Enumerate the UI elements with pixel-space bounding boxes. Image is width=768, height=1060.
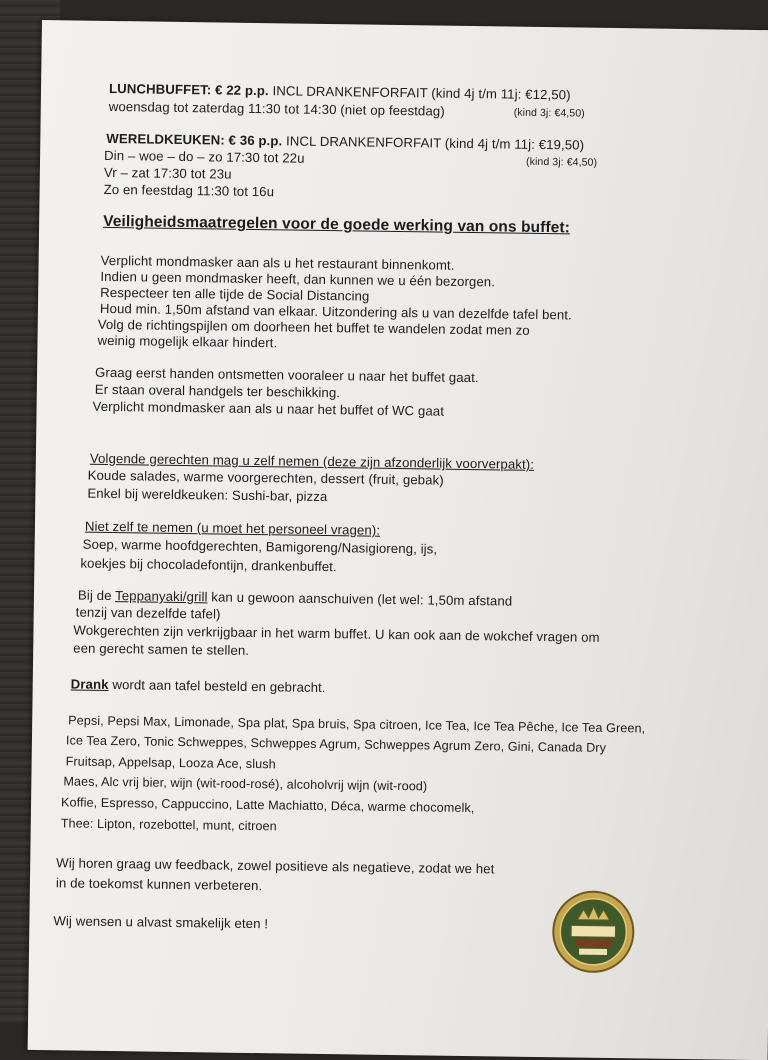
lunch-kid-price: (kind 3j: €4,50) bbox=[513, 106, 585, 120]
wereld-title: WERELDKEUKEN: € 36 p.p. bbox=[106, 130, 283, 149]
drinks-line: Koffie, Espresso, Cappuccino, Latte Machiatto, Déca, warme chocomelk, bbox=[60, 795, 475, 816]
drinks-line: Fruitsap, Appelsap, Looza Ace, slush bbox=[65, 754, 276, 772]
feedback-line: Wij horen graag uw feedback, zowel positieve als negatieve, zodat we het bbox=[56, 855, 495, 877]
grill-name: Teppanyaki/grill bbox=[114, 588, 208, 605]
safety-line: Houd min. 1,50m afstand van elkaar. Uitzondering als u van dezelfde tafel bent. bbox=[99, 300, 572, 323]
drinks-line: Thee: Lipton, rozebottel, munt, citroen bbox=[60, 816, 277, 834]
wok-line-2: een gerecht samen te stellen. bbox=[73, 640, 250, 658]
safety-line: Verplicht mondmasker aan als u het restaurant binnenkomt. bbox=[100, 252, 455, 273]
grill-prefix: Bij de bbox=[77, 587, 116, 604]
staff-serve-line: koekjes bij chocoladefontijn, drankenbuffet. bbox=[80, 555, 337, 575]
safety-line: Volg de richtingspijlen om doorheen het buffet te wandelen zodat men zo bbox=[97, 316, 530, 338]
drinks-line: Pepsi, Pepsi Max, Limonade, Spa plat, Spa bruis, Spa citroen, Ice Tea, Ice Tea Pêche, Ice Tea Green, bbox=[68, 713, 646, 736]
hygiene-line: Er staan overal handgels ter beschikking. bbox=[94, 381, 341, 401]
staff-serve-line: Soep, warme hoofdgerechten, Bamigoreng/Nasigioreng, ijs, bbox=[82, 536, 438, 557]
grill-rest: kan u gewoon aanschuiven (let wel: 1,50m afstand bbox=[207, 589, 513, 609]
lunch-title: LUNCHBUFFET: € 22 p.p. bbox=[108, 80, 269, 99]
safety-line: weinig mogelijk elkaar hindert. bbox=[97, 332, 278, 351]
drinks-rest: wordt aan tafel besteld en gebracht. bbox=[108, 676, 326, 696]
safety-line: Respecteer ten alle tijde de Social Distancing bbox=[100, 284, 370, 304]
wereld-hours-1: Din – woe – do – zo 17:30 tot 22u bbox=[104, 147, 305, 166]
grill-line-2: tenzij van dezelfde tafel) bbox=[75, 604, 221, 622]
self-serve-line: Enkel bij wereldkeuken: Sushi-bar, pizza bbox=[87, 485, 328, 505]
self-serve-heading: Volgende gerechten mag u zelf nemen (deze zijn afzonderlijk voorverpakt): bbox=[89, 450, 535, 472]
wereld-hours-2: Vr – zat 17:30 tot 23u bbox=[103, 164, 232, 182]
wereld-incl: INCL DRANKENFORFAIT (kind 4j t/m 11j: €19,50) bbox=[285, 133, 585, 153]
menu-sheet bbox=[28, 20, 768, 1060]
hygiene-line: Graag eerst handen ontsmetten vooraleer u naar het buffet gaat. bbox=[94, 364, 479, 386]
drinks-word: Drank bbox=[70, 676, 109, 692]
wereld-kid-price: (kind 3j: €4,50) bbox=[525, 155, 598, 169]
closing-line: Wij wensen u alvast smakelijk eten ! bbox=[53, 913, 269, 932]
hygiene-line: Verplicht mondmasker aan als u naar het buffet of WC gaat bbox=[92, 398, 445, 419]
lunch-hours: woensdag tot zaterdag 11:30 tot 14:30 (niet op feestdag) bbox=[108, 98, 445, 119]
lunch-incl: INCL DRANKENFORFAIT (kind 4j t/m 11j: €12,50) bbox=[272, 83, 571, 103]
drinks-line: Maes, Alc vrij bier, wijn (wit-rood-rosé), alcoholvrij wijn (wit-rood) bbox=[63, 774, 428, 794]
safety-heading: Veiligheidsmaatregelen voor de goede werking van ons buffet: bbox=[103, 212, 571, 237]
safety-line: Indien u geen mondmasker heeft, dan kunnen we u één bezorgen. bbox=[100, 268, 496, 290]
staff-serve-heading: Niet zelf te nemen (u moet het personeel vragen): bbox=[84, 518, 381, 538]
drinks-line: Ice Tea Zero, Tonic Schweppes, Schweppes Agrum, Schweppes Agrum Zero, Gini, Canada Dry bbox=[65, 733, 607, 755]
drinks-intro bbox=[71, 676, 326, 695]
wereld-hours-3: Zo en feestdag 11:30 tot 16u bbox=[103, 181, 275, 200]
restaurant-seal-logo bbox=[551, 889, 636, 974]
self-serve-line: Koude salades, warme voorgerechten, dessert (fruit, gebak) bbox=[87, 467, 444, 488]
feedback-line-2: in de toekomst kunnen verbeteren. bbox=[55, 875, 263, 894]
wok-line: Wokgerechten zijn verkrijgbaar in het warm buffet. U kan ook aan de wokchef vragen om bbox=[73, 622, 600, 645]
